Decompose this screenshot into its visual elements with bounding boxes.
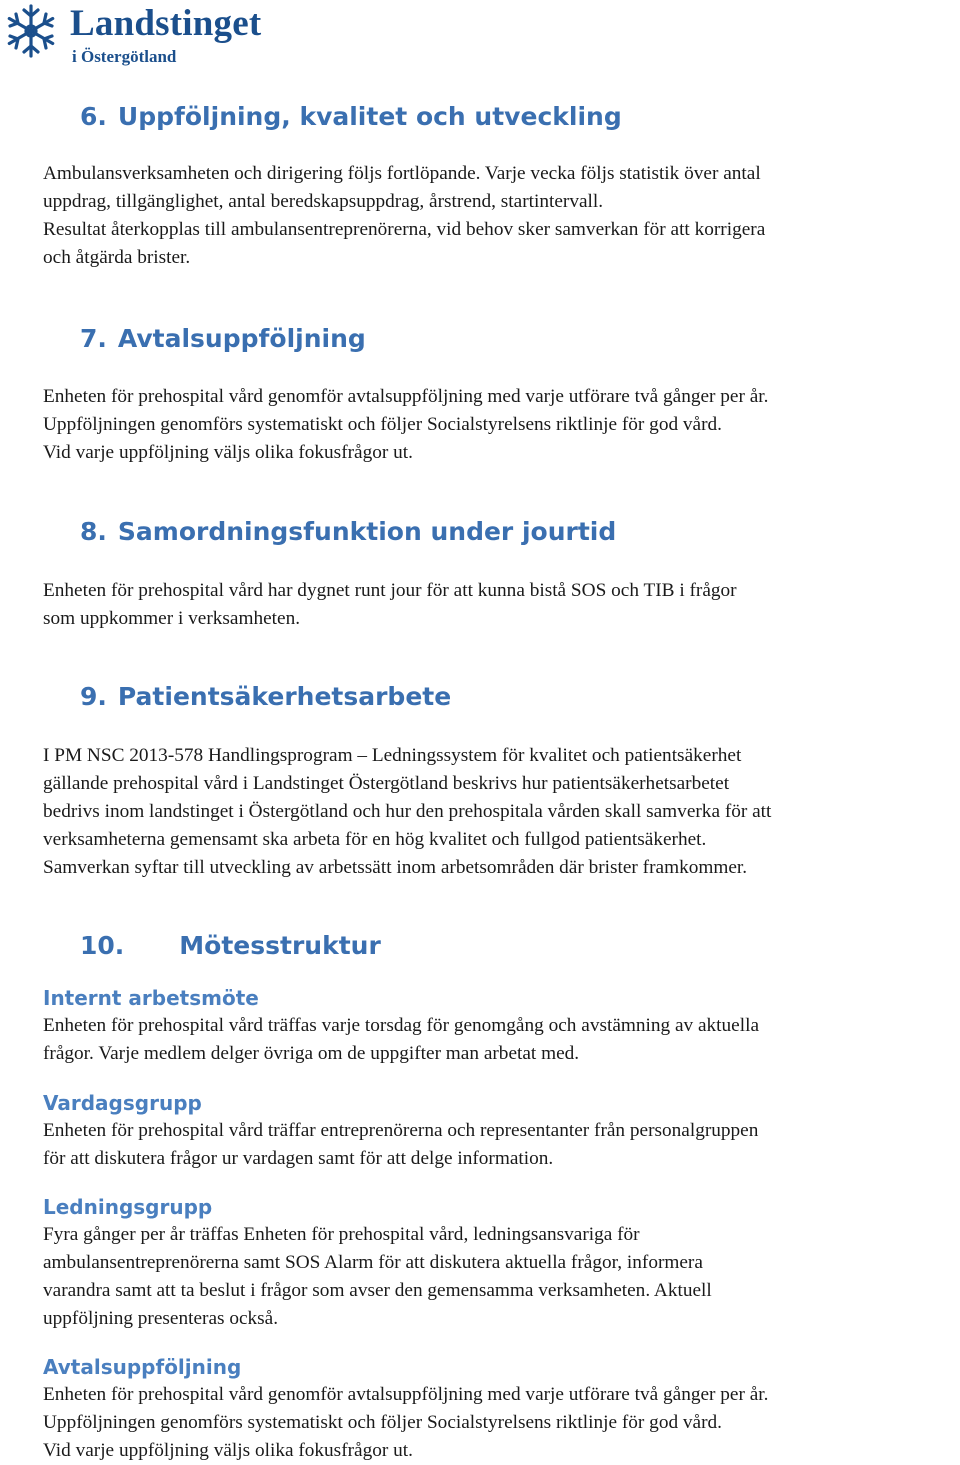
text-line: bedrivs inom landstinget i Östergötland och hur den prehospitala vården skall samverka för att (43, 801, 772, 822)
section-10-number: 10. (80, 931, 125, 960)
logo-subtitle: i Östergötland (72, 47, 177, 66)
section-10-heading (80, 930, 381, 962)
section-10-title: Mötesstruktur (179, 931, 381, 960)
section-8-body (43, 577, 960, 633)
section-9-title: Patientsäkerhetsarbete (117, 682, 452, 711)
text-line: Enheten för prehospital vård träffas varje torsdag för genomgång och avstämning av aktuella (43, 1015, 760, 1036)
text-line: Fyra gånger per år träffas Enheten för prehospital vård, ledningsansvariga för (43, 1224, 640, 1245)
section-6-title: Uppföljning, kvalitet och utveckling (117, 102, 622, 131)
text-line: Enheten för prehospital vård har dygnet runt jour för att kunna bistå SOS och TIB i frågor (43, 580, 737, 601)
section-8-title: Samordningsfunktion under jourtid (117, 517, 617, 546)
text-line: gällande prehospital vård i Landstinget Östergötland beskrivs hur patientsäkerhetsarbetet (43, 773, 730, 794)
text-line: Ambulansverksamheten och dirigering följs fortlöpande. Varje vecka följs statistik över antal (43, 163, 761, 184)
snowflake-logo-icon (2, 2, 60, 60)
subheading-avtalsuppfoljning: Avtalsuppföljning (43, 1355, 242, 1379)
text-line: Vid varje uppföljning väljs olika fokusfrågor ut. (43, 1440, 413, 1461)
text-line: och åtgärda brister. (43, 247, 191, 268)
text-line: Uppföljningen genomförs systematiskt och följer Socialstyrelsens riktlinje för god vård. (43, 1412, 722, 1433)
text-line: som uppkommer i verksamheten. (43, 608, 301, 629)
text-line: för att diskutera frågor ur vardagen samt för att delge information. (43, 1148, 554, 1169)
text-line: Enheten för prehospital vård genomför avtalsuppföljning med varje utförare två gånger per år. (43, 386, 769, 407)
text-line: Enheten för prehospital vård genomför avtalsuppföljning med varje utförare två gånger per år. (43, 1384, 769, 1405)
text-line: verksamheterna gemensamt ska arbeta för en hög kvalitet och fullgod patientsäkerhet. (43, 829, 707, 850)
section-7-title: Avtalsuppföljning (117, 324, 366, 353)
subheading-ledningsgrupp: Ledningsgrupp (43, 1195, 213, 1219)
text-line: uppföljning presenteras också. (43, 1308, 279, 1329)
section-7-body (43, 383, 960, 467)
text-line: ambulansentreprenörerna samt SOS Alarm för att diskutera aktuella frågor, informera (43, 1252, 703, 1273)
ledningsgrupp-body (43, 1221, 960, 1333)
section-9-heading (80, 681, 451, 713)
section-7-heading (80, 323, 366, 355)
text-line: uppdrag, tillgänglighet, antal beredskapsuppdrag, årstrend, startintervall. (43, 191, 604, 212)
text-line: Uppföljningen genomförs systematiskt och följer Socialstyrelsens riktlinje för god vård. (43, 414, 722, 435)
subheading-internt-arbetsmote: Internt arbetsmöte (43, 986, 259, 1010)
text-line: frågor. Varje medlem delger övriga om de uppgifter man arbetat med. (43, 1043, 580, 1064)
section-8-heading (80, 516, 616, 548)
section-7-number: 7. (80, 324, 107, 353)
section-9-number: 9. (80, 682, 107, 711)
section-6-heading (80, 101, 622, 133)
subheading-vardagsgrupp: Vardagsgrupp (43, 1091, 202, 1115)
text-line: Samverkan syftar till utveckling av arbetssätt inom arbetsområden där brister framkommer. (43, 857, 748, 878)
logo (0, 0, 300, 72)
avtalsuppfoljning-body (43, 1381, 960, 1465)
text-line: Vid varje uppföljning väljs olika fokusfrågor ut. (43, 442, 413, 463)
section-9-body (43, 742, 960, 882)
internt-arbetsmote-body (43, 1012, 960, 1068)
vardagsgrupp-body (43, 1117, 960, 1173)
section-8-number: 8. (80, 517, 107, 546)
logo-name: Landstinget (70, 3, 262, 44)
text-line: varandra samt att ta beslut i frågor som avser den gemensamma verksamheten. Aktuell (43, 1280, 712, 1301)
text-line: Resultat återkopplas till ambulansentreprenörerna, vid behov sker samverkan för att korrigera (43, 219, 766, 240)
text-line: Enheten för prehospital vård träffar entreprenörerna och representanter från personalgruppen (43, 1120, 759, 1141)
section-6-number: 6. (80, 102, 107, 131)
text-line: I PM NSC 2013-578 Handlingsprogram – Ledningssystem för kvalitet och patientsäkerhet (43, 745, 742, 766)
section-6-body (43, 160, 960, 272)
